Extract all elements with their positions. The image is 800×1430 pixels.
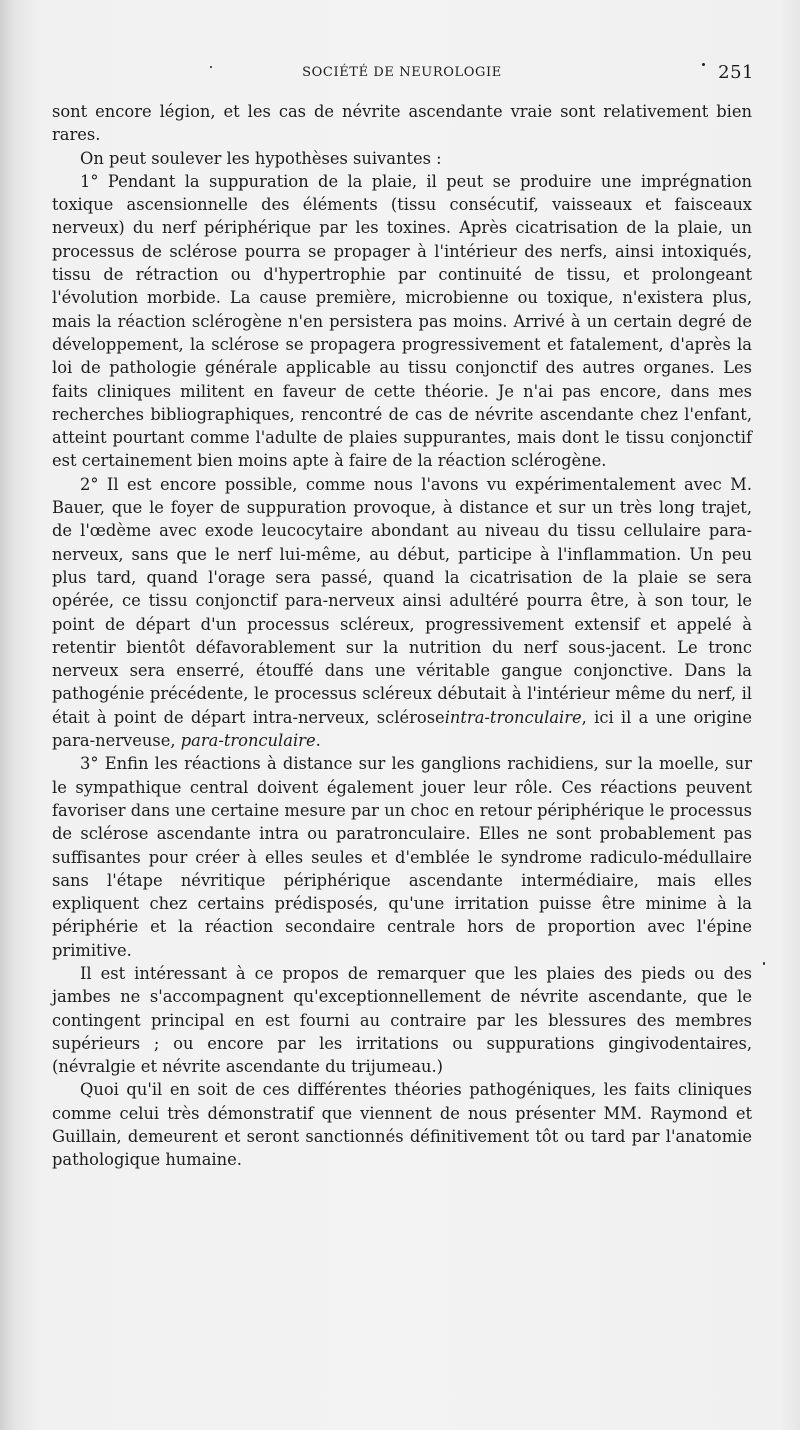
print-speck [702,63,705,66]
paragraph-conclusion: Quoi qu'il en soit de ces différentes théories pathogéniques, les faits cliniques comme celui très démonstratif que viennent de nous présenter MM. Raymond et Guillain, demeurent et seront sanctionnés définitivement tôt ou tard par l'anatomie pathologique humaine. [52,1080,752,1170]
hypothesis-2-middle: , ici il a une origine para-nerveuse, [52,707,752,751]
paragraph-hypotheses-intro: On peut soulever les hypothèses suivantes : [80,148,442,168]
page-number: 251 [718,62,754,83]
running-title: SOCIÉTÉ DE NEUROLOGIE [302,65,502,80]
paragraph-continuation: sont encore légion, et les cas de névrite ascendante vraie sont relativement bien rares. [52,102,752,145]
paragraph-hypothesis-1: 1° Pendant la suppuration de la plaie, il peut se produire une imprégnation toxique ascensionnelle des éléments (tissu consécutif, vaisseaux et faisceaux nerveux) du nerf périphérique par les toxines. Après cicatrisation de la plaie, un processus de sclérose pourra se propager à l'intérieur des nerfs, ainsi intoxiqués, tissu de rétraction ou d'hypertrophie par continuité de tissu, et prolongeant l'évolution morbide. La cause première, microbienne ou toxique, n'existera plus, mais la réaction sclérogène n'en persistera pas moins. Arrivé à un certain degré de développement, la sclérose se propagera progressivement et fatalement, d'après la loi de pathologie générale applicable au tissu conjonctif des autres organes. Les faits cliniques militent en faveur de cette théorie. Je n'ai pas encore, dans mes recherches bibliographiques, rencontré de cas de névrite ascendante chez l'enfant, atteint pourtant comme l'adulte de plaies suppurantes, mais dont le tissu conjonctif est certainement bien moins apte à faire de la réaction sclérogène. [52,171,752,471]
hypothesis-2-text: 2° Il est encore possible, comme nous l'avons vu expérimentalement avec M. Bauer, que le foyer de suppuration provoque, à distance et sur un très long trajet, de l'œdème avec exode leucocytaire abondant au niveau du tissu cellulaire para-nerveux, sans que le nerf lui-même, au début, participe à l'inflammation. Un peu plus tard, quand l'orage sera passé, quand la cicatrisation de la plaie se sera opérée, ce tissu conjonctif para-nerveux ainsi adultéré pourra être, à son tour, le point de départ d'un processus scléreux, progressivement extensif et appelé à retentir bientôt défavorablement sur la nutrition du nerf sous-jacent. Le tronc nerveux sera enserré, étouffé dans une véritable gangue conjonctive. Dans la pathogénie précédente, le processus scléreux débutait à l'intérieur même du nerf, il était à point de départ intra-nerveux, sclérose [52,474,752,727]
body-text [52,100,752,1172]
italic-term-para: para-tronculaire [180,731,316,751]
paragraph-hypothesis-2 [52,473,752,753]
print-speck [763,962,765,965]
running-head [52,62,752,86]
paragraph-hypothesis-3: 3° Enfin les réactions à distance sur les ganglions rachidiens, sur la moelle, sur le sympathique central doivent également jouer leur rôle. Ces réactions peuvent favoriser dans une certaine mesure par un choc en retour périphérique le processus de sclérose ascendante intra ou paratronculaire. Elles ne sont probablement pas suffisantes pour créer à elles seules et d'emblée le syndrome radiculo-médullaire sans l'étape névritique périphérique ascendante intermédiaire, mais elles expliquent chez certains prédisposés, qu'une irritation puisse être minime à la périphérie et la réaction secondaire centrale hors de proportion avec l'épine primitive. [52,754,752,960]
paragraph-remark: Il est intéressant à ce propos de remarquer que les plaies des pieds ou des jambes ne s'accompagnent qu'exceptionnellement de névrite ascendante, que le contingent principal en est fourni au contraire par les blessures des membres supérieurs ; ou encore par les irritations ou suppurations gingivodentaires, (névralgie et névrite ascendante du trijumeau.) [52,963,752,1077]
italic-term-intra: intra-tronculaire [444,707,582,727]
print-speck [210,66,212,68]
hypothesis-2-end: . [315,731,321,751]
